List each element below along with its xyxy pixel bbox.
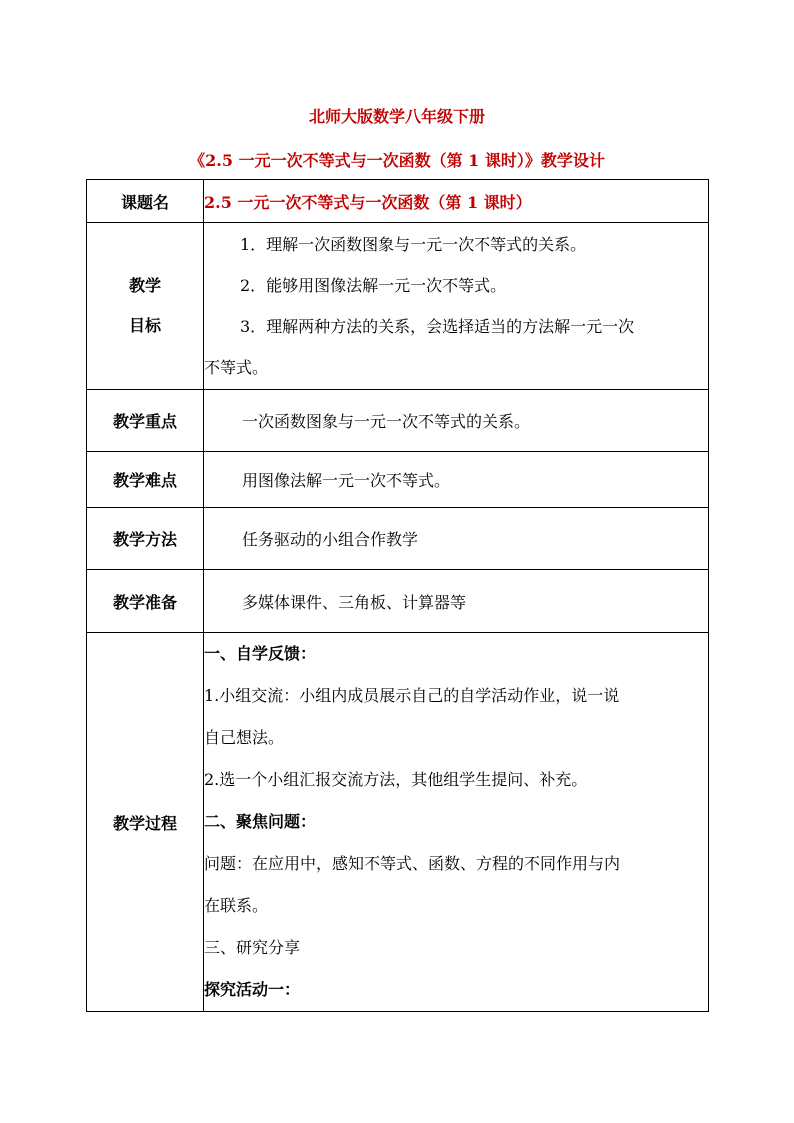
goals-value: [204, 223, 709, 390]
goals-label: [87, 223, 204, 390]
method-value: [204, 508, 709, 570]
goal-item: 3．理解两种方法的关系，会选择适当的方法解一元一次: [240, 317, 635, 336]
lesson-plan-table: [86, 179, 709, 1012]
process-paragraph-continuation: 在联系。: [204, 896, 269, 915]
process-heading-4: 探究活动一：: [204, 980, 301, 999]
process-label: 教学过程: [87, 633, 204, 1012]
table-row-key-points: [87, 390, 709, 452]
preparation-text: 多媒体课件、三角板、计算器等: [242, 592, 467, 612]
process-paragraph: 2.选一个小组汇报交流方法，其他组学生提问、补充。: [204, 770, 588, 789]
process-heading-3: 三、研究分享: [204, 938, 301, 957]
process-paragraph: 1.小组交流：小组内成员展示自己的自学活动作业，说一说: [204, 686, 620, 705]
difficulty-value: [204, 452, 709, 508]
preparation-label: 教学准备: [87, 570, 204, 633]
goal-item: 2．能够用图像法解一元一次不等式。: [240, 276, 507, 295]
process-heading-2: 二、聚焦问题：: [204, 812, 317, 831]
process-heading-1: 一、自学反馈：: [204, 644, 317, 663]
table-row-difficulty: [87, 452, 709, 508]
goals-label-line-1: 教学: [128, 276, 161, 295]
document-title: 《2.5 一元一次不等式与一次函数（第 1 课时）》教学设计: [189, 151, 605, 170]
table-row-method: [87, 508, 709, 570]
process-paragraph: 问题：在应用中，感知不等式、函数、方程的不同作用与内: [204, 854, 621, 873]
topic-label: 课题名: [87, 180, 204, 223]
key-points-label: 教学重点: [87, 390, 204, 452]
key-points-text: 一次函数图象与一元一次不等式的关系。: [242, 412, 531, 431]
table-row-process: [87, 633, 709, 1012]
method-text: 任务驱动的小组合作教学: [242, 530, 419, 549]
goal-item: 1．理解一次函数图象与一元一次不等式的关系。: [240, 235, 587, 254]
table-row-topic: [87, 180, 709, 223]
goal-item-continuation: 不等式。: [204, 358, 269, 377]
key-points-value: [204, 390, 709, 452]
table-row-preparation: [87, 570, 709, 633]
process-paragraph-continuation: 自己想法。: [204, 728, 285, 747]
difficulty-label: 教学难点: [87, 452, 204, 508]
table-row-goals: [87, 223, 709, 390]
document-subtitle: 北师大版数学八年级下册: [308, 107, 485, 126]
difficulty-text: 用图像法解一元一次不等式。: [242, 471, 451, 490]
goals-label-line-2: 目标: [128, 316, 161, 335]
process-value: [204, 633, 709, 1012]
method-label: 教学方法: [87, 508, 204, 570]
topic-value: 2.5 一元一次不等式与一次函数（第 1 课时）: [204, 180, 709, 223]
preparation-value: [204, 570, 709, 633]
